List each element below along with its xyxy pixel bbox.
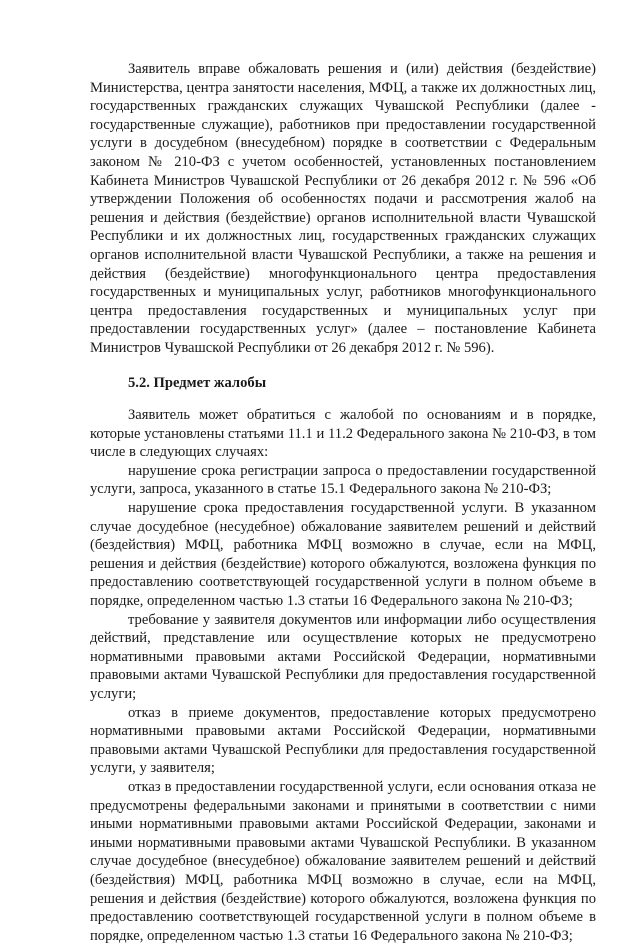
- section-heading: 5.2. Предмет жалобы: [128, 374, 267, 391]
- case-item-3: требование у заявителя документов или информации либо осуществления действий, представление или осуществление которых не предусмотрено нормативными правовыми актами Российской Федерации, нормативными правовыми актами Чувашской Республики для предоставления государственной услуги;: [90, 611, 596, 702]
- case-item-4: отказ в приеме документов, предоставление которых предусмотрено нормативными правовыми актами Российской Федерации, нормативными правовыми актами Чувашской Республики для предоставления государственной услуги, у заявителя;: [90, 704, 596, 777]
- case-item-5: отказ в предоставлении государственной услуги, если основания отказа не предусмотрены федеральными законами и принятыми в соответствии с ними иными нормативными правовыми актами Российской Федерации, законами и иными нормативными правовыми актами Чувашской Республики. В указанном случае досудебное (внесудебное) обжалование заявителем решений и действий (бездействия) МФЦ, работника МФЦ возможно в случае, если на МФЦ, решения и действия (бездействие) которого обжалуются, возложена функция по предоставлению соответствующей государственной услуги в полном объеме в порядке, определенном частью 1.3 статьи 16 Федерального закона № 210-ФЗ;: [90, 778, 596, 944]
- case-item-2: нарушение срока предоставления государственной услуги. В указанном случае досудебное (несудебное) обжалование заявителем решений и действий (бездействия) МФЦ, работника МФЦ возможно в случае, если на МФЦ, решения и действия (бездействие) которого обжалуются, возложена функция по предоставлению соответствующей государственной услуги в полном объеме в порядке, определенном частью 1.3 статьи 16 Федерального закона № 210-ФЗ;: [90, 500, 596, 610]
- case-item-1: нарушение срока регистрации запроса о предоставлении государственной услуги, запроса, указанного в статье 15.1 Федерального закона № 210-ФЗ;: [90, 462, 596, 498]
- lead-paragraph: Заявитель может обратиться с жалобой по основаниям и в порядке, которые установлены статьями 11.1 и 11.2 Федерального закона № 210-ФЗ, в том числе в следующих случаях:: [90, 407, 596, 461]
- intro-paragraph: Заявитель вправе обжаловать решения и (или) действия (бездействие) Министерства, центра занятости населения, МФЦ, а также их должностных лиц, государственных гражданских служащих Чувашской Республики (далее - государственные служащие), работников при предоставлении государственной услуги в досудебном (внесудебном) порядке в соответствии с Федеральным законом № 210-ФЗ с учетом особенностей, установленных постановлением Кабинета Министров Чувашской Республики от 26 декабря 2012 г. № 596 «Об утверждении Положения об особенностях подачи и рассмотрения жалоб на решения и действия (бездействие) органов исполнительной власти Чувашской Республики и их должностных лиц, государственных гражданских служащих органов исполнительной власти Чувашской Республики, а также на решения и действия (бездействие) многофункционального центра предоставления государственных и муниципальных услуг, работников многофункционального центра предоставления государственных и муниципальных услуг при предоставлении государственных услуг» (далее – постановление Кабинета Министров Чувашской Республики от 26 декабря 2012 г. № 596).: [90, 61, 596, 356]
- document-page: [90, 60, 596, 945]
